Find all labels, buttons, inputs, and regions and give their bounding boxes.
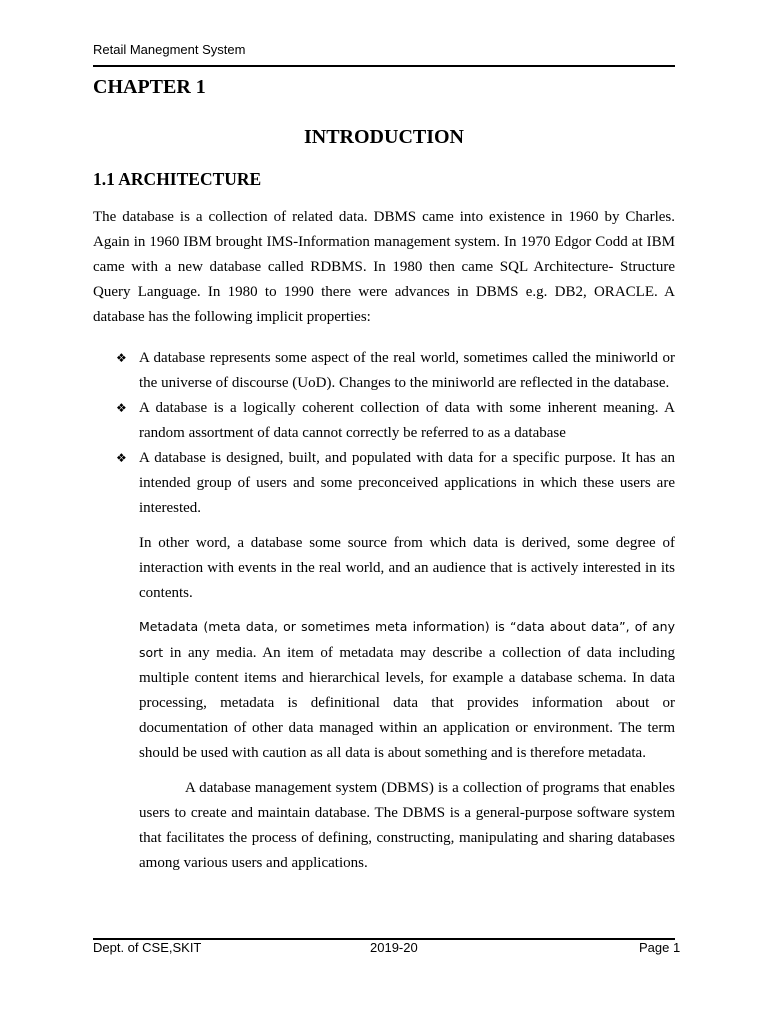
diamond-bullet-icon: ❖ xyxy=(116,451,127,465)
footer-department: Dept. of CSE,SKIT xyxy=(93,940,202,955)
list-item-text: A database is designed, built, and populated with data for a specific purpose. It has an intended group of users and some preconceived applications in which these users are interested. xyxy=(139,450,675,516)
footer-page-number: Page 1 xyxy=(639,940,681,955)
list-item xyxy=(93,446,675,521)
body-content xyxy=(93,205,675,876)
metadata-paragraph xyxy=(139,614,675,766)
metadata-lead: Metadata (meta data, or sometimes meta information) is “data about data”, of any sort xyxy=(139,619,675,660)
diamond-bullet-icon: ❖ xyxy=(116,401,127,415)
properties-list xyxy=(93,346,675,521)
intro-paragraph: The database is a collection of related data. DBMS came into existence in 1960 by Charles. Again in 1960 IBM brought IMS-Information management system. In 1970 Edgor Codd at IBM came with a new database called RDBMS. In 1980 then came SQL Architecture- Structure Query Language. In 1980 to 1990 there were advances in DBMS e.g. DB2, ORACLE. A database has the following implicit properties: xyxy=(93,209,675,325)
other-word-paragraph: In other word, a database some source from which data is derived, some degree of interaction with events in the real world, and an audience that is actively interested in its contents. xyxy=(139,535,675,601)
list-item xyxy=(93,396,675,446)
introduction-heading: INTRODUCTION xyxy=(303,126,465,148)
dbms-paragraph: A database management system (DBMS) is a collection of programs that enables users to create and maintain database. The DBMS is a general-purpose software system that facilitates the process of defining, constructing, manipulating and sharing databases among various users and applications. xyxy=(139,780,675,871)
list-item-text: A database represents some aspect of the real world, sometimes called the miniworld or the universe of discourse (UoD). Changes to the miniworld are reflected in the database. xyxy=(139,350,675,391)
footer-year: 2019-20 xyxy=(370,940,418,955)
section-heading: 1.1 ARCHITECTURE xyxy=(93,169,262,189)
list-item xyxy=(93,346,675,396)
running-header: Retail Manegment System xyxy=(93,42,246,57)
chapter-heading: CHAPTER 1 xyxy=(93,76,206,98)
header-rule xyxy=(93,65,675,67)
metadata-body: in any media. An item of metadata may describe a collection of data including multiple content items and hierarchical levels, for example a database schema. In data processing, metadata is definitional data that provides information about or documentation of other data managed within an application or environment. The term should be used with caution as all data is about something and is therefore metadata. xyxy=(139,645,675,761)
diamond-bullet-icon: ❖ xyxy=(116,351,127,365)
list-item-text: A database is a logically coherent collection of data with some inherent meaning. A random assortment of data cannot correctly be referred to as a database xyxy=(139,400,675,441)
